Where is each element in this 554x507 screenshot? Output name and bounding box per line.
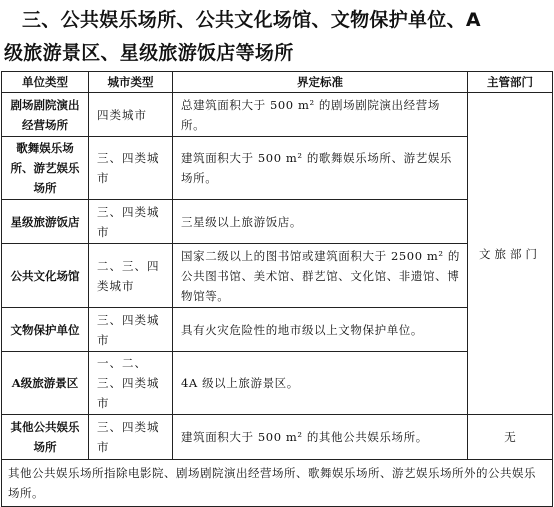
venue-table: [1, 71, 553, 507]
table-note-row: [2, 460, 553, 507]
header-standard: 界定标准: [173, 72, 468, 93]
standard-cell: 具有火灾危险性的地市级以上文物保护单位。: [173, 308, 468, 352]
unit-type-cell: 公共文化场馆: [2, 244, 89, 308]
header-city-type: 城市类型: [89, 72, 173, 93]
department-cell: 无: [468, 415, 553, 460]
section-heading: [4, 4, 550, 70]
city-type-cell: 三、四类城市: [89, 137, 173, 200]
standard-cell: 三星级以上旅游饭店。: [173, 200, 468, 244]
city-type-cell: 三、四类城市: [89, 415, 173, 460]
header-unit-type: 单位类型: [2, 72, 89, 93]
standard-cell: 4A 级以上旅游景区。: [173, 352, 468, 415]
header-department: 主管部门: [468, 72, 553, 93]
standard-cell: 总建筑面积大于 500 m² 的剧场剧院演出经营场所。: [173, 93, 468, 137]
heading-line-1: 三、公共娱乐场所、公共文化场馆、文物保护单位、A: [22, 9, 481, 31]
unit-type-cell: 星级旅游饭店: [2, 200, 89, 244]
heading-line-2: 级旅游景区、星级旅游饭店等场所: [4, 42, 294, 64]
standard-cell: 国家二级以上的图书馆或建筑面积大于 2500 m² 的公共图书馆、美术馆、群艺馆、文化馆、非遗馆、博物馆等。: [173, 244, 468, 308]
unit-type-cell: 文物保护单位: [2, 308, 89, 352]
table-header-row: [2, 72, 553, 93]
unit-type-cell: A级旅游景区: [2, 352, 89, 415]
department-cell: 文旅部门: [468, 93, 553, 415]
city-type-cell: 三、四类城市: [89, 200, 173, 244]
unit-type-cell: 歌舞娱乐场所、游艺娱乐场所: [2, 137, 89, 200]
standard-cell: 建筑面积大于 500 m² 的歌舞娱乐场所、游艺娱乐场所。: [173, 137, 468, 200]
unit-type-cell: 剧场剧院演出经营场所: [2, 93, 89, 137]
table-row: [2, 93, 553, 137]
standard-cell: 建筑面积大于 500 m² 的其他公共娱乐场所。: [173, 415, 468, 460]
city-type-cell: 四类城市: [89, 93, 173, 137]
city-type-cell: 二、三、四类城市: [89, 244, 173, 308]
city-type-cell: 三、四类城市: [89, 308, 173, 352]
table-note: 其他公共娱乐场所指除电影院、剧场剧院演出经营场所、歌舞娱乐场所、游艺娱乐场所外的公共娱乐场所。: [2, 460, 553, 507]
city-type-cell: 一、二、三、四类城市: [89, 352, 173, 415]
unit-type-cell: 其他公共娱乐场所: [2, 415, 89, 460]
table-row: [2, 415, 553, 460]
